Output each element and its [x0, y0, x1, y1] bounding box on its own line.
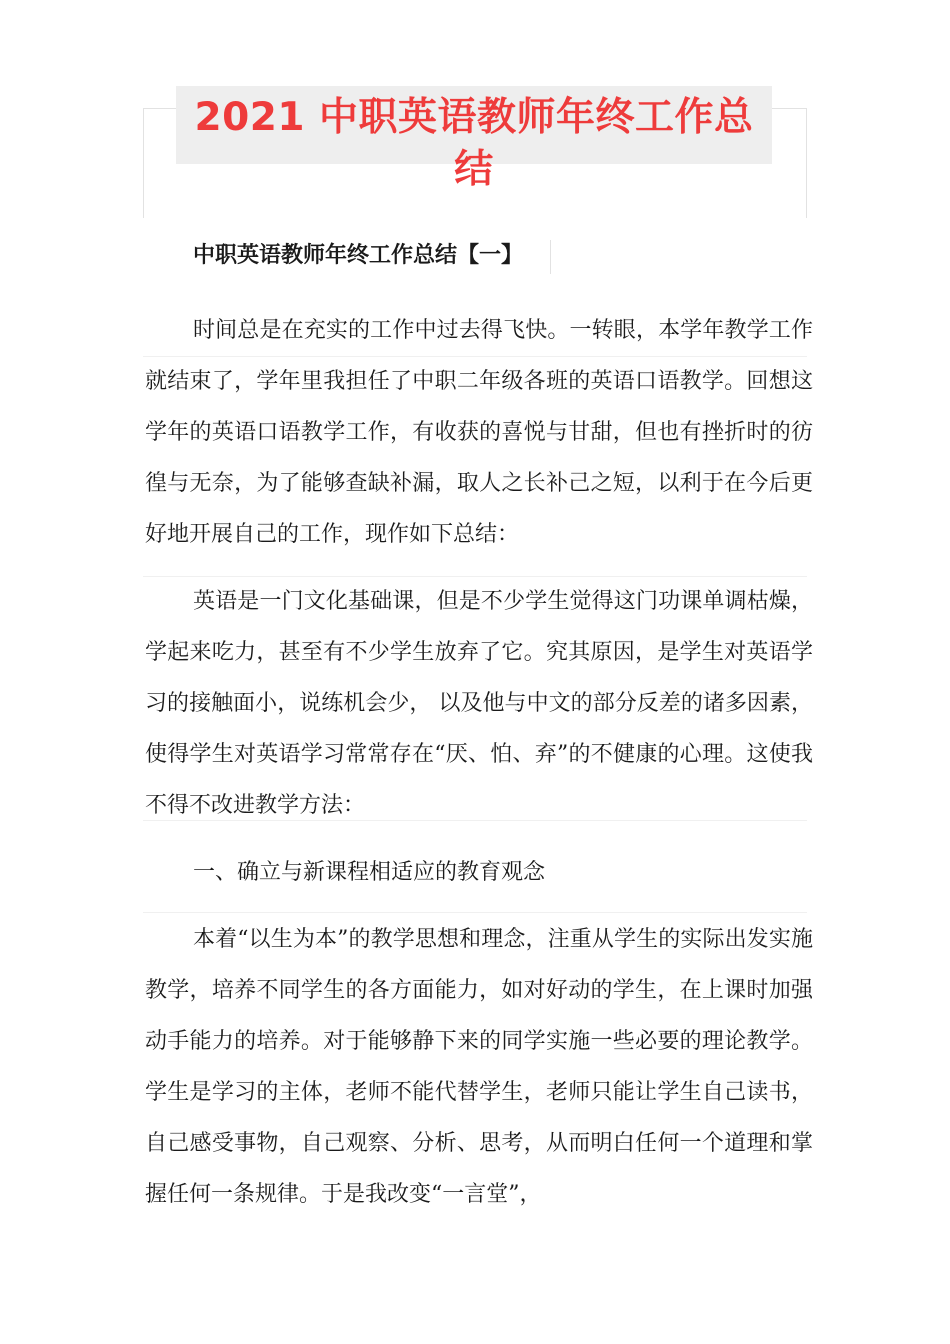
- document-body: [145, 234, 813, 1236]
- paragraph-background: 英语是一门文化基础课，但是不少学生觉得这门功课单调枯燥，学起来吃力，甚至有不少学生放弃了它。究其原因，是学生对英语学习的接触面小，说练机会少， 以及他与中文的部分反差的诸多因素，使得学生对英语学习常常存在“厌、怕、弃”的不健康的心理。这使我不得不改进教学方法：: [145, 589, 813, 818]
- guide-line: [806, 108, 807, 218]
- document-title: 2021 中职英语教师年终工作总结: [194, 95, 754, 192]
- paragraph-intro: 时间总是在充实的工作中过去得飞快。一转眼，本学年教学工作就结束了，学年里我担任了中职二年级各班的英语口语教学。回想这学年的英语口语教学工作，有收获的喜悦与甘甜，但也有挫折时的彷徨与无奈，为了能够查缺补漏，取人之长补己之短，以利于在今后更好地开展自己的工作，现作如下总结：: [145, 318, 813, 547]
- section-title: 一、确立与新课程相适应的教育观念: [193, 860, 546, 885]
- section-heading: 中职英语教师年终工作总结【一】: [193, 243, 524, 268]
- paragraph-method: 本着“以生为本”的教学思想和理念，注重从学生的实际出发实施教学，培养不同学生的各方面能力，如对好动的学生，在上课时加强动手能力的培养。对于能够静下来的同学实施一些必要的理论教学。学生是学习的主体，老师不能代替学生，老师只能让学生自己读书，自己感受事物，自己观察、分析、思考，从而明白任何一个道理和掌握任何一条规律。于是我改变“一言堂”，: [145, 927, 813, 1207]
- guide-line: [143, 108, 144, 218]
